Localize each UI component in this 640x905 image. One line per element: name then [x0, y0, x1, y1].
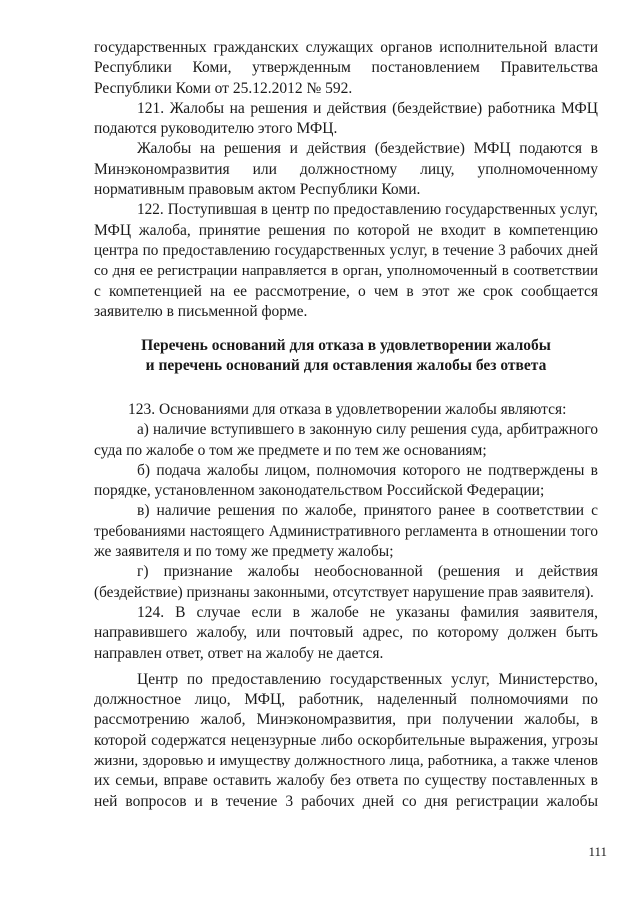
list-item-a: а) наличие вступившего в законную силу решения суда, арбитражного: [137, 421, 598, 439]
text-line: заявителю в письменной форме.: [94, 302, 308, 320]
text-line: Республики Коми от 25.12.2012 № 592.: [94, 79, 353, 97]
page-number: 111: [588, 844, 607, 859]
paragraph-first-line: Центр по предоставлению государственных услуг, Министерство,: [137, 670, 598, 688]
text-line: суда по жалобе о том же предмете и по тем же основаниям;: [94, 441, 487, 459]
text-line: их семьи, вправе оставить жалобу без ответа по существу поставленных в: [94, 772, 598, 790]
text-line: жизни, здоровью и имуществу должностного лица, работника, а также членов: [94, 753, 598, 770]
text-line: должностное лицо, МФЦ, работник, наделенный полномочиями по: [94, 691, 598, 709]
paragraph-122-first-line: 122. Поступившая в центр по предоставлению государственных услуг,: [137, 201, 598, 219]
text-line: направившего жалобу, или почтовый адрес, по которому должен быть: [94, 624, 598, 642]
text-line: МФЦ жалоба, принятие решения по которой не входит в компетенцию: [94, 221, 598, 239]
paragraph-124-first-line: 124. В случае если в жалобе не указаны фамилия заявителя,: [137, 603, 598, 621]
text-line: требованиями настоящего Административного регламента в отношении того: [94, 522, 598, 540]
text-line: ней вопросов и в течение 3 рабочих дней со дня регистрации жалобы: [94, 792, 598, 810]
paragraph-123-first-line: 123. Основаниями для отказа в удовлетворении жалобы являются:: [128, 401, 567, 418]
text-line: Республики Коми, утвержденным постановлением Правительства: [94, 59, 598, 77]
paragraph-121-first-line: 121. Жалобы на решения и действия (бездействие) работника МФЦ: [137, 99, 598, 117]
text-line: нормативным правовым актом Республики Коми.: [94, 181, 421, 199]
list-item-b: б) подача жалобы лицом, полномочия которого не подтверждены в: [137, 461, 598, 479]
text-line: же заявителя и по тому же предмету жалобы;: [94, 543, 394, 561]
text-block-top: [94, 38, 598, 322]
heading-line: и перечень оснований для оставления жалобы без ответа: [145, 357, 547, 375]
section-heading: [94, 336, 598, 377]
text-line: направлен ответ, ответ на жалобу не дается.: [94, 644, 384, 662]
text-line: Минэкономразвития или должностному лицу, уполномоченному: [94, 160, 598, 178]
list-item-g: г) признание жалобы необоснованной (решения и действия: [137, 563, 598, 581]
paragraph-first-line: Жалобы на решения и действия (бездействие) МФЦ подаются в: [137, 140, 598, 158]
text-line: порядке, установленном законодательством Российской Федерации;: [94, 482, 545, 500]
text-line: (бездействие) признаны законными, отсутствует нарушение прав заявителя).: [94, 583, 594, 601]
heading-line: Перечень оснований для отказа в удовлетворении жалобы: [141, 337, 551, 354]
text-line: рассмотрению жалоб, Минэкономразвития, при получении жалобы, в: [94, 711, 598, 729]
text-line: государственных гражданских служащих органов исполнительной власти: [94, 39, 598, 56]
text-line: со дня ее регистрации направляется в орган, уполномоченный в соответствии: [94, 263, 598, 280]
text-block-bottom: [94, 400, 598, 812]
text-line: подаются руководителю этого МФЦ.: [94, 120, 338, 138]
text-line: которой содержатся нецензурные либо оскорбительные выражения, угрозы: [94, 731, 598, 749]
list-item-v: в) наличие решения по жалобе, принятого ранее в соответствии с: [137, 502, 598, 520]
text-line: с компетенцией на ее рассмотрение, о чем в этот же срок сообщается: [94, 282, 598, 300]
text-line: центра по предоставлению государственных услуг, в течение 3 рабочих дней: [94, 241, 598, 259]
